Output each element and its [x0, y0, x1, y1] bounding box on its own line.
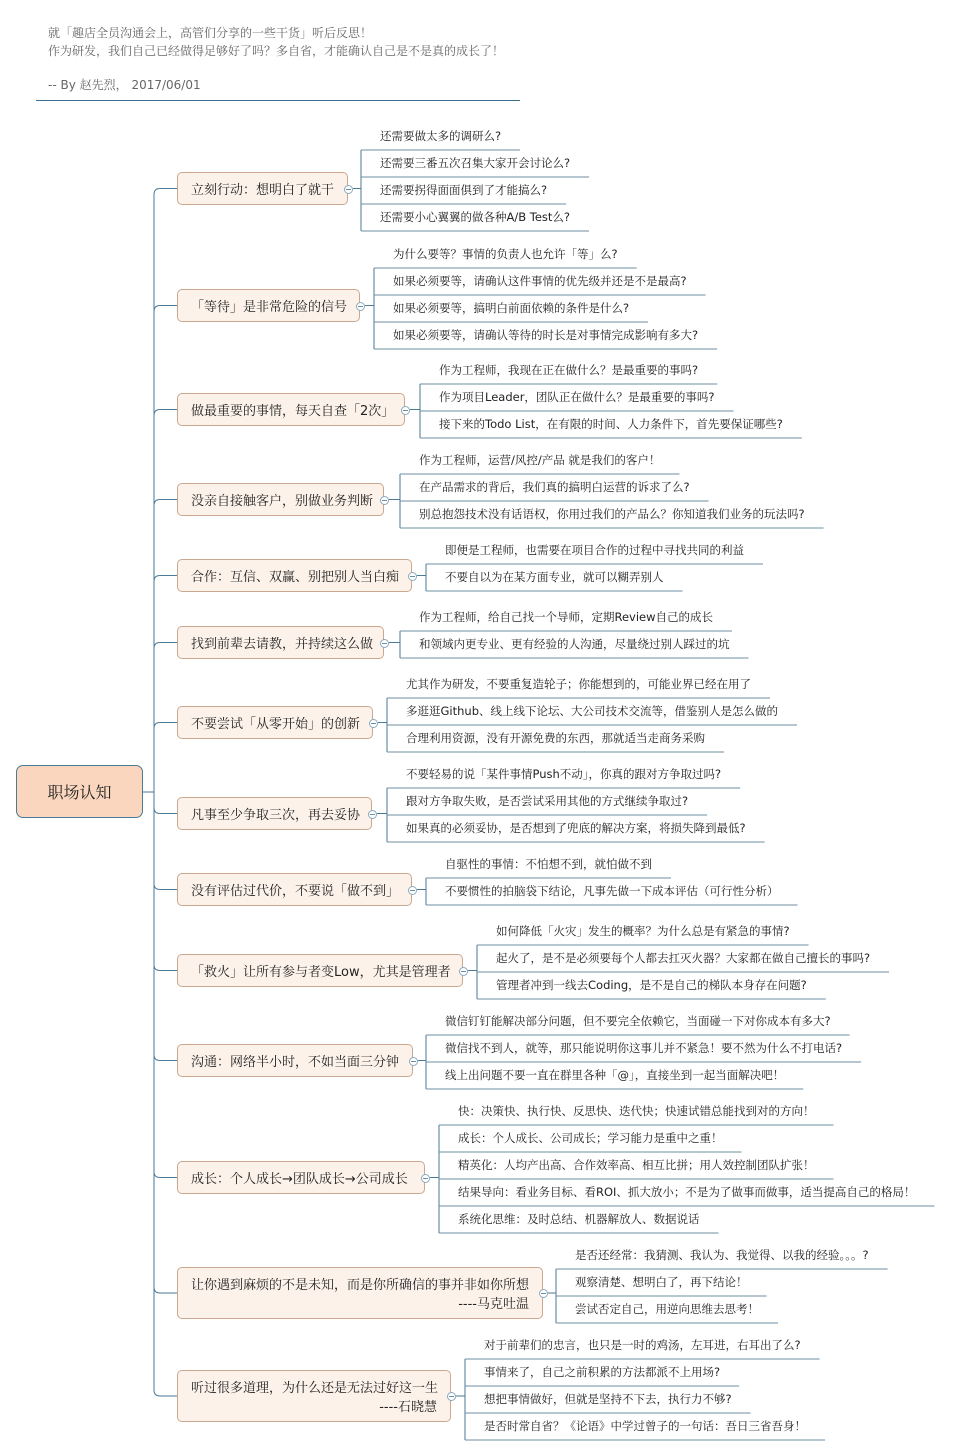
branch-connector [154, 792, 177, 971]
collapse-toggle-icon[interactable] [421, 1174, 430, 1183]
leaf-topic[interactable]: 对于前辈们的忠言，也只是一时的鸡汤，左耳进，右耳出了么? [484, 1338, 801, 1352]
leaf-topic[interactable]: 不要自以为在某方面专业，就可以糊弄别人 [445, 570, 664, 584]
branch-quote-author: ----石晓慧 [379, 1400, 437, 1415]
branch-node[interactable] [177, 1267, 543, 1319]
branch-connector [154, 643, 177, 793]
leaf-topic[interactable]: 多逛逛Github、线上线下论坛、大公司技术交流等，借鉴别人是怎么做的 [406, 704, 778, 718]
branch-connector [154, 792, 177, 1061]
leaf-topic[interactable]: 还需要小心翼翼的做各种A/B Test么? [380, 210, 571, 224]
branch-label: 合作：互信、双赢、别把别人当白痴 [191, 570, 400, 585]
branch-node[interactable] [177, 172, 348, 205]
leaf-topic[interactable]: 如何降低「火灾」发生的概率？为什么总是有紧急的事情? [496, 924, 790, 938]
leaf-topic[interactable]: 还需要三番五次召集大家开会讨论么? [380, 156, 571, 170]
branch-connector [154, 500, 177, 793]
branch-connector [154, 723, 177, 793]
leaf-topic[interactable]: 是否还经常：我猜测、我认为、我觉得、以我的经验。。。? [575, 1248, 869, 1262]
branch-node[interactable] [177, 954, 463, 987]
branch-connector [154, 306, 177, 793]
collapse-toggle-icon[interactable] [401, 406, 410, 415]
leaf-topic[interactable]: 如果必须要等，请确认等待的时长是对事情完成影响有多大? [393, 328, 699, 342]
leaf-topic[interactable]: 作为工程师，我现在正在做什么？是最重要的事吗? [439, 363, 699, 377]
header-line-1: 就「趣店全员沟通会上，高管们分享的一些干货」听后反思！ [48, 26, 373, 40]
branch-connector [154, 792, 177, 890]
branch-connector [154, 792, 177, 814]
collapse-toggle-icon[interactable] [344, 185, 353, 194]
branch-label: 立刻行动：想明白了就干 [191, 183, 335, 198]
leaf-topic[interactable]: 和领域内更专业、更有经验的人沟通，尽量绕过别人踩过的坑 [419, 637, 730, 651]
branch-node[interactable] [177, 483, 384, 516]
leaf-topic[interactable]: 微信找不到人，就等，那只能说明你这事儿并不紧急！要不然为什么不打电话? [445, 1041, 843, 1055]
collapse-toggle-icon[interactable] [356, 302, 365, 311]
root-label: 职场认知 [47, 783, 112, 802]
leaf-topic[interactable]: 事情来了，自己之前积累的方法都派不上用场? [484, 1365, 721, 1379]
leaf-topic[interactable]: 观察清楚、想明白了，再下结论！ [575, 1275, 748, 1289]
collapse-toggle-icon[interactable] [447, 1392, 456, 1401]
leaf-topic[interactable]: 还需要拐得面面俱到了才能搞么? [380, 183, 548, 197]
branch-label: 听过很多道理，为什么还是无法过好这一生 [191, 1381, 439, 1396]
branch-label: 凡事至少争取三次，再去妥协 [191, 808, 361, 823]
branch-node[interactable] [177, 1370, 451, 1422]
branch-node[interactable] [177, 559, 412, 592]
leaf-topic[interactable]: 接下来的Todo List，在有限的时间、人力条件下，首先要保证哪些? [439, 417, 783, 431]
branch-label: 沟通：网络半小时，不如当面三分钟 [191, 1055, 400, 1070]
branch-node[interactable] [177, 706, 373, 739]
leaf-topic[interactable]: 快：决策快、执行快、反思快、迭代快；快速试错总能找到对的方向！ [458, 1104, 815, 1118]
collapse-toggle-icon[interactable] [408, 572, 417, 581]
branch-node[interactable] [177, 797, 372, 830]
branch-connector [154, 792, 177, 1293]
leaf-topic[interactable]: 是否时常自省？《论语》中学过曾子的一句话：吾日三省吾身！ [484, 1419, 806, 1433]
leaf-topic[interactable]: 线上出问题不要一直在群里各种「@」，直接坐到一起当面解决吧！ [445, 1068, 785, 1082]
branch-connector [154, 792, 177, 1396]
root-node[interactable] [16, 765, 143, 818]
leaf-topic[interactable]: 别总抱怨技术没有话语权，你用过我们的产品么？你知道我们业务的玩法吗? [419, 507, 805, 521]
author-line: -- By 赵先烈， 2017/06/01 [48, 78, 201, 92]
collapse-toggle-icon[interactable] [409, 1057, 418, 1066]
leaf-topic[interactable]: 精英化：人均产出高、合作效率高、相互比拼；用人效控制团队扩张！ [458, 1158, 815, 1172]
leaf-topic[interactable]: 结果导向：看业务目标、看ROI、抓大放小；不是为了做事而做事，适当提高自己的格局！ [458, 1185, 916, 1199]
leaf-topic[interactable]: 不要轻易的说「某件事情Push不动」，你真的跟对方争取过吗? [406, 767, 722, 781]
leaf-topic[interactable]: 微信钉钉能解决部分问题，但不要完全依赖它，当面碰一下对你成本有多大? [445, 1014, 831, 1028]
branch-label: 没有评估过代价，不要说「做不到」 [191, 884, 400, 899]
branch-node[interactable] [177, 1044, 413, 1077]
leaf-topic[interactable]: 尝试否定自己，用逆向思维去思考！ [575, 1302, 759, 1316]
branch-label: 不要尝试「从零开始」的创新 [191, 717, 361, 732]
leaf-topic[interactable]: 起火了，是不是必须要每个人都去扛灭火器？大家都在做自己擅长的事吗? [496, 951, 871, 965]
leaf-topic[interactable]: 如果必须要等，搞明白前面依赖的条件是什么? [393, 301, 630, 315]
leaf-topic[interactable]: 不要惯性的拍脑袋下结论，凡事先做一下成本评估（可行性分析） [445, 884, 779, 898]
leaf-topic[interactable]: 尤其作为研发，不要重复造轮子；你能想到的，可能业界已经在用了 [406, 677, 751, 691]
branch-node[interactable] [177, 626, 384, 659]
branch-label: 「等待」是非常危险的信号 [191, 300, 348, 315]
leaf-topic[interactable]: 作为项目Leader，团队正在做什么？是最重要的事吗? [439, 390, 715, 404]
leaf-topic[interactable]: 为什么要等？事情的负责人也允许「等」么? [393, 247, 618, 261]
leaf-topic[interactable]: 作为工程师，给自己找一个导师，定期Review自己的成长 [419, 610, 714, 624]
collapse-toggle-icon[interactable] [380, 496, 389, 505]
leaf-topic[interactable]: 如果真的必须妥协，是否想到了兜底的解决方案，将损失降到最低? [406, 821, 746, 835]
leaf-topic[interactable]: 管理者冲到一线去Coding，是不是自己的梯队本身存在问题? [496, 978, 807, 992]
collapse-toggle-icon[interactable] [369, 719, 378, 728]
leaf-topic[interactable]: 即便是工程师，也需要在项目合作的过程中寻找共同的利益 [445, 543, 744, 557]
leaf-topic[interactable]: 还需要做太多的调研么? [380, 129, 502, 143]
branch-node[interactable] [177, 289, 360, 322]
branch-node[interactable] [177, 873, 412, 906]
branch-label: 「救火」让所有参与者变Low，尤其是管理者 [191, 965, 451, 980]
leaf-topic[interactable]: 合理利用资源，没有开源免费的东西，那就适当走商务采购 [406, 731, 705, 745]
branch-connector [154, 410, 177, 793]
collapse-toggle-icon[interactable] [459, 967, 468, 976]
leaf-topic[interactable]: 跟对方争取失败，是否尝试采用其他的方式继续争取过? [406, 794, 689, 808]
collapse-toggle-icon[interactable] [380, 639, 389, 648]
header-line-2: 作为研发，我们自己已经做得足够好了吗？多自省，才能确认自己是不是真的成长了！ [48, 44, 505, 58]
branch-label: 让你遇到麻烦的不是未知，而是你所确信的事并非如你所想 [191, 1278, 530, 1293]
collapse-toggle-icon[interactable] [408, 886, 417, 895]
leaf-topic[interactable]: 系统化思维：及时总结、机器解放人、数据说话 [458, 1212, 700, 1226]
branch-label: 没亲自接触客户，别做业务判断 [191, 494, 374, 509]
branch-node[interactable] [177, 393, 405, 426]
leaf-topic[interactable]: 自驱性的事情：不怕想不到，就怕做不到 [445, 857, 652, 871]
branch-label: 找到前辈去请教，并持续这么做 [191, 637, 374, 652]
leaf-topic[interactable]: 成长：个人成长、公司成长；学习能力是重中之重！ [458, 1131, 723, 1145]
branch-connector [154, 189, 177, 793]
collapse-toggle-icon[interactable] [539, 1289, 548, 1298]
leaf-topic[interactable]: 如果必须要等，请确认这件事情的优先级并还是不是最高? [393, 274, 687, 288]
leaf-topic[interactable]: 在产品需求的背后，我们真的搞明白运营的诉求了么? [419, 480, 690, 494]
collapse-toggle-icon[interactable] [368, 810, 377, 819]
branch-connector [154, 576, 177, 793]
leaf-topic[interactable]: 作为工程师，运营/风控/产品 就是我们的客户！ [419, 453, 661, 467]
leaf-topic[interactable]: 想把事情做好，但就是坚持不下去，执行力不够? [484, 1392, 732, 1406]
branch-label: 成长：个人成长→团队成长→公司成长 [191, 1172, 408, 1187]
branch-node[interactable] [177, 1161, 425, 1194]
branch-quote-author: ----马克吐温 [458, 1297, 529, 1312]
branch-connector [154, 792, 177, 1178]
branch-label: 做最重要的事情，每天自查「2次」 [191, 404, 395, 419]
